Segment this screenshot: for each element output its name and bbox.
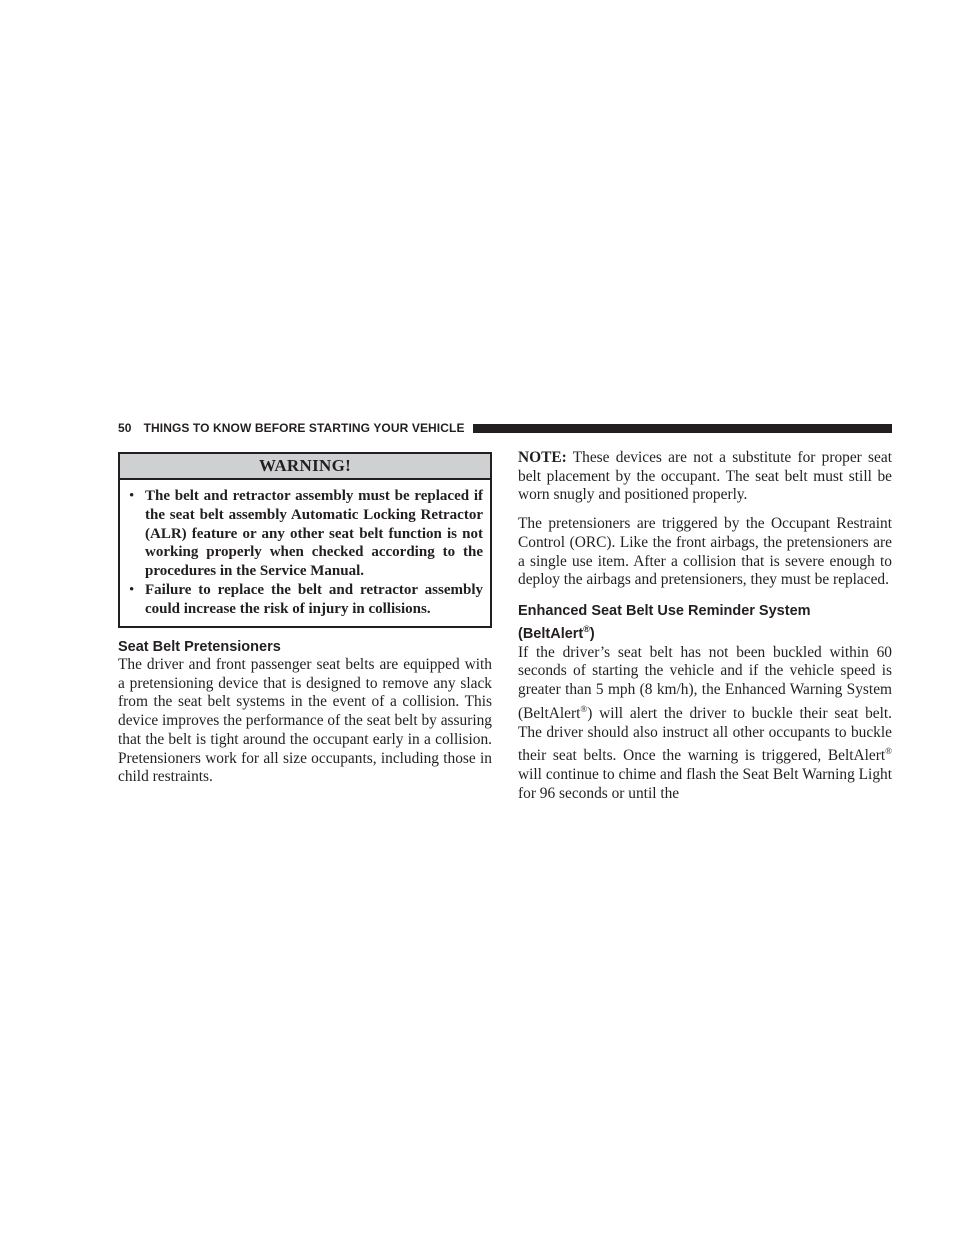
warning-box — [118, 452, 492, 628]
heading-close: ) — [589, 626, 595, 643]
warning-list — [120, 480, 490, 626]
paragraph-beltalert — [518, 644, 892, 804]
beltalert-text-2: ) will alert the driver to buckle their seat belt. The driver should also instruct all other occupants to buckle their seat belts. Once the warning is triggered, BeltAlert — [518, 704, 892, 765]
registered-mark: ® — [583, 624, 590, 635]
heading-open: (BeltAlert — [518, 626, 584, 643]
right-column — [518, 449, 892, 804]
registered-mark: ® — [580, 703, 588, 714]
header-rule — [473, 424, 892, 433]
left-column — [118, 452, 492, 787]
registered-mark: ® — [885, 746, 892, 757]
beltalert-text-3: will continue to chime and flash the Seat Belt Warning Light for 96 seconds or until the — [518, 766, 892, 802]
running-title: THINGS TO KNOW BEFORE STARTING YOUR VEHICLE — [143, 421, 465, 435]
bullet-icon: • — [129, 581, 135, 598]
paragraph-orc: The pretensioners are triggered by the Occupant Restraint Control (ORC). Like the front airbags, the pretensioners are a single use item. After a collision that is severe enough to deploy the airbags and pretensioners, they must be replaced. — [518, 515, 892, 589]
note-label: NOTE: — [518, 449, 567, 466]
note-paragraph — [518, 449, 892, 505]
paragraph-pretensioners: The driver and front passenger seat belts are equipped with a pretensioning device that is designed to remove any slack from the seat belt systems in the event of a collision. This device improves the performance of the seat belt by assuring that the belt is tight around the occupant early in a collision. Pretensioners work for all size occupants, including those in child restraints. — [118, 656, 492, 786]
warning-item — [128, 487, 483, 581]
warning-title: WARNING! — [120, 454, 490, 480]
section-heading-beltalert — [518, 602, 892, 644]
page-header — [118, 419, 892, 437]
bullet-icon: • — [129, 488, 135, 504]
note-text: These devices are not a substitute for proper seat belt placement by the occupant. The seat belt must still be worn snugly and positioned properly. — [518, 449, 892, 504]
heading-line1: Enhanced Seat Belt Use Reminder System — [518, 602, 811, 619]
page-number: 50 — [118, 421, 132, 435]
warning-item — [128, 581, 483, 619]
warning-item-text: The belt and retractor assembly must be replaced if the seat belt assembly Automatic Locking Retractor (ALR) feature or any other seat belt function is not working properly when checked according to the procedures in the Service Manual. — [145, 488, 483, 580]
warning-item-text: Failure to replace the belt and retractor assembly could increase the risk of injury in collisions. — [145, 581, 483, 617]
section-heading-pretensioners: Seat Belt Pretensioners — [118, 638, 281, 655]
beltalert-text-1: If the driver’s seat belt has not been buckled within 60 seconds of starting the vehicle and if the vehicle speed is greater than 5 mph (8 km/h), the Enhanced Warning System (BeltAlert — [518, 643, 892, 722]
